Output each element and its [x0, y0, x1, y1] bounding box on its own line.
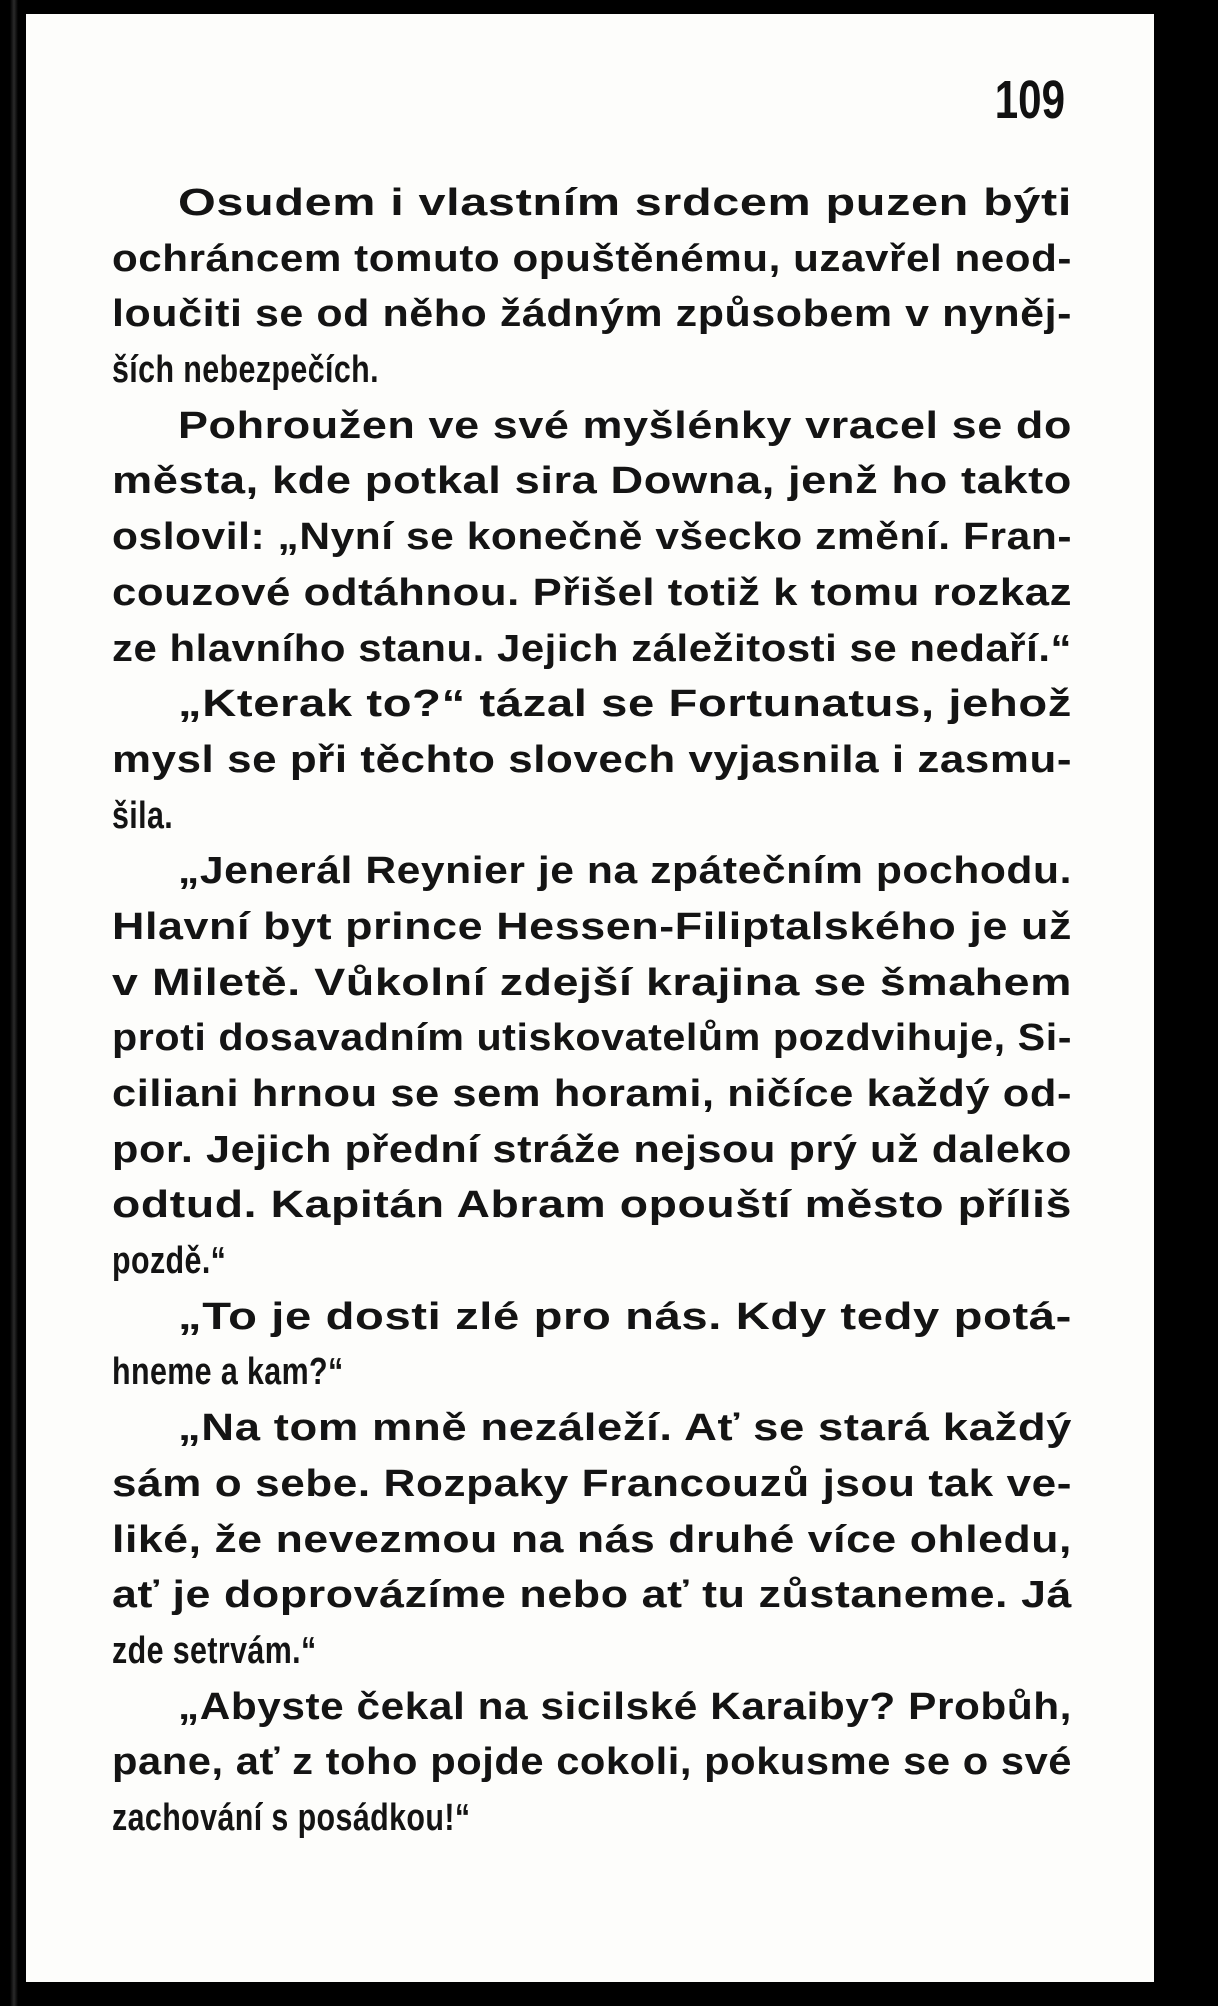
- text-line-content: proti dosavadním utiskovatelům pozdvihuje, Si-: [112, 1017, 1073, 1060]
- text-line-content: odtud. Kapitán Abram opouští město příliš: [112, 1184, 1072, 1227]
- text-line: [112, 1123, 1072, 1179]
- text-line-content: couzové odtáhnou. Přišel totiž k tomu rozkaz: [112, 571, 1073, 614]
- text-line: [112, 900, 1072, 956]
- text-line-content: zachování s posádkou!“: [112, 1796, 471, 1839]
- text-line: [112, 566, 1072, 622]
- text-line: [112, 1345, 1072, 1401]
- text-line: [112, 1568, 1072, 1624]
- text-line: [112, 956, 1072, 1012]
- text-line-content: „Na tom mně nezáleží. Ať se stará každý: [178, 1407, 1073, 1450]
- text-line: [112, 733, 1072, 789]
- text-line: [112, 1234, 1072, 1290]
- binding-edge: [0, 0, 26, 2006]
- text-line-content: pozdě.“: [112, 1240, 227, 1283]
- text-line-content: por. Jejich přední stráže nejsou prý už daleko: [112, 1128, 1072, 1171]
- text-line: [112, 343, 1072, 399]
- text-line: [112, 287, 1072, 343]
- text-line: [112, 1178, 1072, 1234]
- text-line-content: šila.: [112, 794, 174, 837]
- text-line: [112, 510, 1072, 566]
- text-line: [112, 454, 1072, 510]
- text-line: [112, 677, 1072, 733]
- text-line: [112, 1735, 1072, 1791]
- text-line: [112, 1680, 1072, 1736]
- text-line: [112, 1067, 1072, 1123]
- text-line-content: ciliani hrnou se sem horami, ničíce každý od-: [112, 1073, 1073, 1115]
- text-line-content: ochráncem tomuto opuštěnému, uzavřel neod-: [112, 237, 1072, 280]
- text-line-content: „Jenerál Reynier je na zpátečním pochodu.: [178, 850, 1072, 893]
- text-line: [112, 1791, 1072, 1847]
- text-line-content: Hlavní byt prince Hessen-Filiptalského je už: [112, 905, 1072, 948]
- text-line-content: „Kterak to?“ tázal se Fortunatus, jehož: [178, 683, 1072, 726]
- text-line: [112, 622, 1072, 678]
- text-line-content: loučiti se od něho žádným způsobem v nyněj-: [112, 293, 1072, 336]
- text-line-content: ať je doprovázíme nebo ať tu zůstaneme. Já: [112, 1574, 1073, 1617]
- text-line-content: liké, že nevezmou na nás druhé více ohledu,: [112, 1518, 1073, 1561]
- text-line: [112, 1011, 1072, 1067]
- text-line-content: „To je dosti zlé pro nás. Kdy tedy potá-: [178, 1295, 1072, 1338]
- text-line: [112, 1624, 1072, 1680]
- text-line: [112, 844, 1072, 900]
- page-number: 109: [994, 70, 1065, 130]
- text-line: [112, 399, 1072, 455]
- text-line-content: hneme a kam?“: [112, 1351, 344, 1394]
- text-line-content: ších nebezpečích.: [112, 349, 379, 392]
- text-line-content: oslovil: „Nyní se konečně všecko změní. Fran-: [112, 516, 1073, 559]
- text-line: [112, 232, 1072, 288]
- text-line: [112, 1513, 1072, 1569]
- text-line: [112, 176, 1072, 232]
- text-line-content: „Abyste čekal na sicilské Karaiby? Probůh,: [178, 1685, 1072, 1728]
- text-line-content: mysl se při těchto slovech vyjasnila i zasmu-: [112, 738, 1073, 781]
- body-text: [112, 176, 1072, 1847]
- text-line-content: Pohroužen ve své myšlénky vracel se do: [178, 404, 1072, 447]
- text-line-content: města, kde potkal sira Downa, jenž ho takto: [112, 460, 1072, 503]
- text-line: [112, 1457, 1072, 1513]
- text-line-content: zde setrvám.“: [112, 1629, 317, 1672]
- text-line-content: ze hlavního stanu. Jejich záležitosti se nedaří.“: [112, 627, 1073, 670]
- text-line: [112, 1290, 1072, 1346]
- text-line: [112, 1401, 1072, 1457]
- text-line-content: Osudem i vlastním srdcem puzen býti: [178, 182, 1072, 224]
- text-line-content: sám o sebe. Rozpaky Francouzů jsou tak ve-: [112, 1462, 1073, 1505]
- text-line-content: v Miletě. Vůkolní zdejší krajina se šmahem: [112, 961, 1072, 1004]
- text-line: [112, 789, 1072, 845]
- text-line-content: pane, ať z toho pojde cokoli, pokusme se o své: [112, 1741, 1073, 1784]
